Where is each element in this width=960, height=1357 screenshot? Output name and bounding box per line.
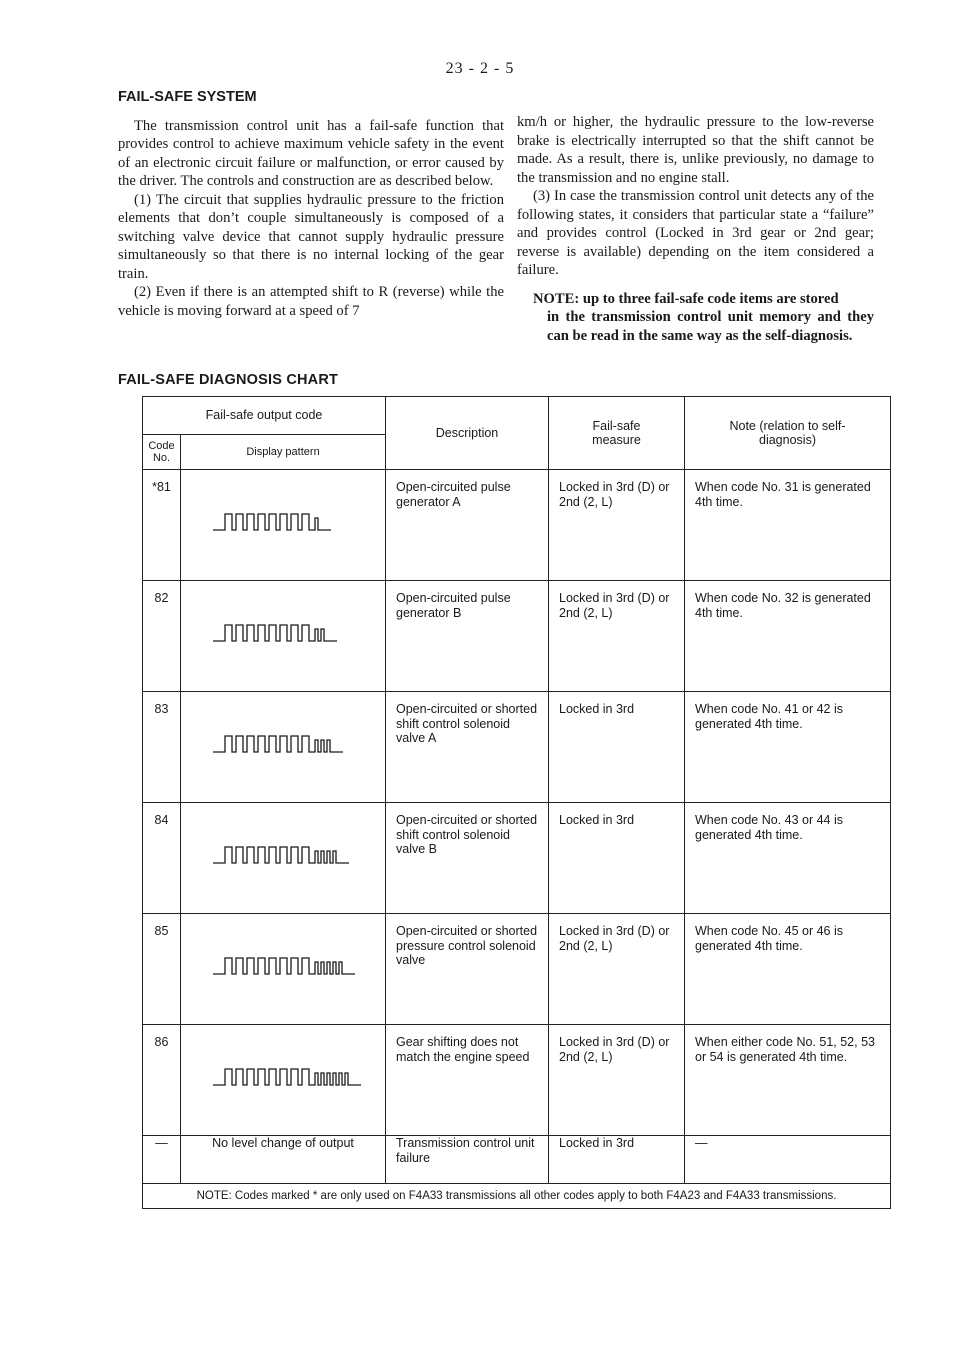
measure-cell: Locked in 3rd (D) or 2nd (2, L) [549,470,685,581]
pulse-pattern-icon [209,938,379,978]
item-2-paragraph-start: (2) Even if there is an attempted shift to R (reverse) while the vehicle is moving forward at a speed of 7 [118,284,504,319]
note-cell: When code No. 45 or 46 is generated 4th time. [685,914,891,1025]
description-cell: Open-circuited pulse generator A [386,470,549,581]
pulse-pattern-icon [209,605,379,645]
page-number: 23 - 2 - 5 [445,60,515,77]
header-measure: Fail-safe measure [549,397,685,470]
note-cell: — [685,1136,891,1184]
note-cell: When code No. 32 is generated 4th time. [685,581,891,692]
measure-cell: Locked in 3rd (D) or 2nd (2, L) [549,1025,685,1136]
table-footnote: NOTE: Codes marked * are only used on F4A33 transmissions all other codes apply to both F4A23 and F4A33 transmissions. [143,1184,891,1209]
pulse-pattern-icon [209,1049,379,1089]
code-cell: 86 [143,1025,181,1136]
table-row-unit-failure [143,1136,891,1184]
memory-note-line1: NOTE: up to three fail-safe code items are stored [533,290,839,307]
display-pattern-cell [181,803,386,914]
table-row [143,692,891,803]
code-cell: 85 [143,914,181,1025]
display-pattern-cell: No level change of output [181,1136,386,1184]
header-note: Note (relation to self-diagnosis) [685,397,891,470]
memory-note-line2: in the transmission control unit memory and they can be read in the same way as the self-diagnosis. [547,309,874,344]
code-cell: 83 [143,692,181,803]
header-code-no: Code No. [143,435,181,470]
table-row [143,803,891,914]
measure-cell: Locked in 3rd (D) or 2nd (2, L) [549,914,685,1025]
header-display-pattern: Display pattern [181,435,386,470]
note-cell: When code No. 43 or 44 is generated 4th time. [685,803,891,914]
item-1-paragraph: (1) The circuit that supplies hydraulic pressure to the friction elements that don’t couple simultaneously is composed of a switching valve device that cannot supply hydraulic pressure simultaneously so that there is no internal locking of the gear train. [118,191,504,282]
note-cell: When either code No. 51, 52, 53 or 54 is generated 4th time. [685,1025,891,1136]
pulse-pattern-icon [209,827,379,867]
code-cell: 84 [143,803,181,914]
pulse-pattern-icon [209,494,379,534]
pulse-waveform [213,625,337,641]
table-row [143,914,891,1025]
pulse-waveform [213,958,355,974]
code-cell: *81 [143,470,181,581]
memory-note [517,290,874,346]
fail-safe-system-heading: FAIL-SAFE SYSTEM [118,89,257,105]
measure-cell: Locked in 3rd (D) or 2nd (2, L) [549,581,685,692]
pulse-waveform [213,1069,361,1085]
description-cell: Transmission control unit failure [386,1136,549,1184]
measure-cell: Locked in 3rd [549,692,685,803]
item-3-paragraph: (3) In case the transmission control unit detects any of the following states, it considers that particular state a “failure” and provides control (Locked in 3rd gear or 2nd gear; reverse is available) depending on the item considered a failure. [517,188,874,278]
pulse-waveform [213,514,331,530]
left-column [118,88,504,320]
note-cell: When code No. 41 or 42 is generated 4th time. [685,692,891,803]
chart-title: FAIL-SAFE DIAGNOSIS CHART [118,372,339,388]
description-cell: Gear shifting does not match the engine speed [386,1025,549,1136]
pulse-pattern-icon [209,716,379,756]
pulse-waveform [213,736,343,752]
header-description: Description [386,397,549,470]
code-cell: — [143,1136,181,1184]
display-pattern-cell [181,470,386,581]
display-pattern-cell [181,692,386,803]
description-cell: Open-circuited or shorted shift control solenoid valve A [386,692,549,803]
table-row [143,581,891,692]
right-column [517,113,874,345]
measure-cell: Locked in 3rd [549,1136,685,1184]
measure-cell: Locked in 3rd [549,803,685,914]
table-body [143,470,891,1136]
code-cell: 82 [143,581,181,692]
fail-safe-diagnosis-table [142,396,891,1209]
table-row [143,1025,891,1136]
note-cell: When code No. 31 is generated 4th time. [685,470,891,581]
table-row [143,470,891,581]
description-cell: Open-circuited or shorted shift control solenoid valve B [386,803,549,914]
display-pattern-cell [181,1025,386,1136]
description-cell: Open-circuited or shorted pressure control solenoid valve [386,914,549,1025]
item-2-paragraph-end: km/h or higher, the hydraulic pressure to the low-reverse brake is electrically interrupted so that the shift cannot be made. As a result, there is, unlike previously, no damage to the transmission and no engine stall. [517,114,874,186]
description-cell: Open-circuited pulse generator B [386,581,549,692]
header-output-code: Fail-safe output code [143,397,386,435]
pulse-waveform [213,847,349,863]
display-pattern-cell [181,914,386,1025]
intro-paragraph: The transmission control unit has a fail-safe function that provides control to achieve maximum vehicle safety in the event of an electronic circuit failure or malfunction, or error caused by the driver. The controls and construction are as described below. [118,117,504,189]
display-pattern-cell [181,581,386,692]
